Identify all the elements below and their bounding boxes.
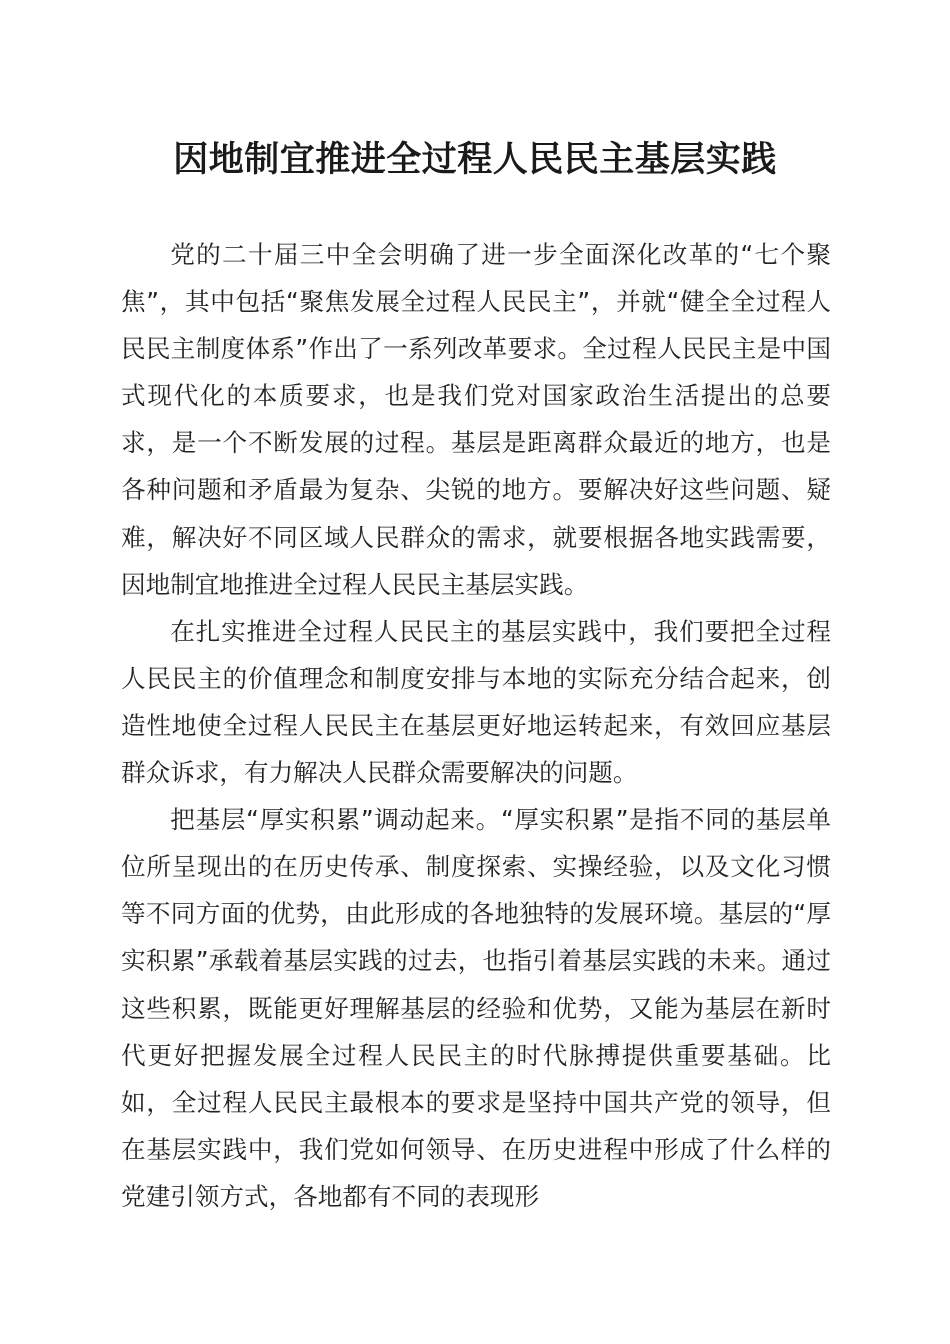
paragraph-1: 党的二十届三中全会明确了进一步全面深化改革的“七个聚焦”，其中包括“聚焦发展全过程人民民主”，并就“健全全过程人民民主制度体系”作出了一系列改革要求。全过程人民民主是中国式现代化的本质要求，也是我们党对国家政治生活提出的总要求，是一个不断发展的过程。基层是距离群众最近的地方，也是各种问题和矛盾最为复杂、尖锐的地方。要解决好这些问题、疑难，解决好不同区域人民群众的需求，就要根据各地实践需要，因地制宜地推进全过程人民民主基层实践。 — [121, 240, 831, 599]
paragraph-2: 在扎实推进全过程人民民主的基层实践中，我们要把全过程人民民主的价值理念和制度安排与本地的实际充分结合起来，创造性地使全过程人民民主在基层更好地运转起来，有效回应基层群众诉求，有力解决人民群众需要解决的问题。 — [121, 616, 831, 788]
document-title: 因地制宜推进全过程人民民主基层实践 — [173, 139, 777, 180]
document-body — [121, 231, 831, 1220]
paragraph-3: 把基层“厚实积累”调动起来。“厚实积累”是指不同的基层单位所呈现出的在历史传承、制度探索、实操经验，以及文化习惯等不同方面的优势，由此形成的各地独特的发展环境。基层的“厚实积累”承载着基层实践的过去，也指引着基层实践的未来。通过这些积累，既能更好理解基层的经验和优势，又能为基层在新时代更好把握发展全过程人民民主的时代脉搏提供重要基础。比如，全过程人民民主最根本的要求是坚持中国共产党的领导，但在基层实践中，我们党如何领导、在历史进程中形成了什么样的党建引领方式，各地都有不同的表现形 — [121, 805, 831, 1211]
